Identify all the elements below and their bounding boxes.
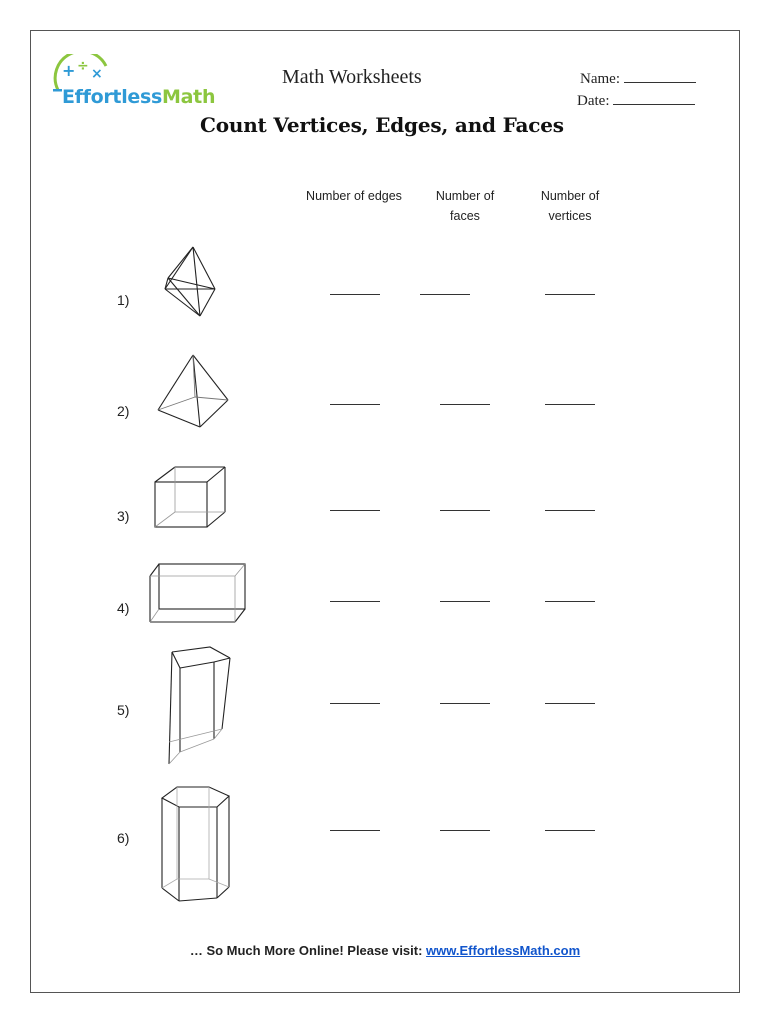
octahedron-icon <box>160 245 220 320</box>
answer-blank-faces[interactable] <box>440 703 490 704</box>
worksheet-header-title: Math Worksheets <box>282 66 422 88</box>
answer-blank-edges[interactable] <box>330 294 380 295</box>
open-prism-icon <box>160 644 235 768</box>
row-number: 6) <box>117 830 130 846</box>
row-number: 3) <box>117 508 130 524</box>
answer-blank-vertices[interactable] <box>545 601 595 602</box>
answer-blank-edges[interactable] <box>330 601 380 602</box>
footer <box>0 943 770 958</box>
worksheet-page <box>30 30 740 993</box>
column-header-vertices: Number of vertices <box>540 189 600 223</box>
column-header-edges: Number of edges <box>306 189 402 203</box>
row-number: 5) <box>117 702 130 718</box>
rectangular-prism-icon <box>147 562 249 626</box>
answer-blank-edges[interactable] <box>330 404 380 405</box>
logo-wordmark: EffortlessMath <box>62 86 216 108</box>
square-pyramid-icon <box>155 352 235 432</box>
answer-blank-vertices[interactable] <box>545 510 595 511</box>
answer-blank-vertices[interactable] <box>545 703 595 704</box>
page-title: Count Vertices, Edges, and Faces <box>200 113 564 137</box>
row-number: 2) <box>117 403 130 419</box>
answer-blank-faces[interactable] <box>440 404 490 405</box>
answer-blank-edges[interactable] <box>330 830 380 831</box>
row-number: 4) <box>117 600 130 616</box>
answer-blank-vertices[interactable] <box>545 830 595 831</box>
svg-text:×: × <box>91 66 103 82</box>
answer-blank-faces[interactable] <box>440 510 490 511</box>
effortlessmath-link[interactable]: www.EffortlessMath.com <box>426 943 581 958</box>
hexagonal-prism-icon <box>157 783 237 907</box>
answer-blank-faces[interactable] <box>440 601 490 602</box>
answer-blank-edges[interactable] <box>330 703 380 704</box>
date-field: Date: <box>577 92 695 110</box>
footer-text: … So Much More Online! Please visit: <box>189 943 427 958</box>
answer-blank-edges[interactable] <box>330 510 380 511</box>
effortlessmath-logo <box>50 54 240 112</box>
svg-text:÷: ÷ <box>77 58 89 74</box>
name-field: Name: <box>580 70 696 88</box>
svg-text:+: + <box>62 61 76 80</box>
cube-icon <box>153 465 229 531</box>
answer-blank-faces[interactable] <box>440 830 490 831</box>
answer-blank-faces[interactable] <box>420 294 470 295</box>
row-number: 1) <box>117 292 130 308</box>
column-header-faces: Number of faces <box>435 189 495 223</box>
answer-blank-vertices[interactable] <box>545 294 595 295</box>
answer-blank-vertices[interactable] <box>545 404 595 405</box>
